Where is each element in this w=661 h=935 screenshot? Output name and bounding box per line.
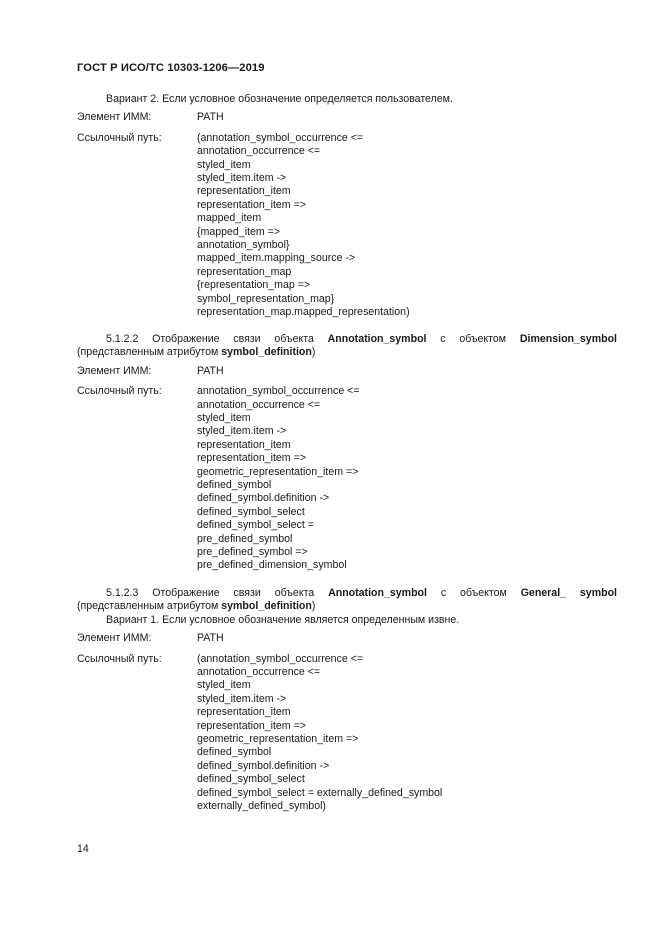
- path-line: representation_map: [197, 265, 292, 278]
- paragraph-5-1-2-2: [77, 333, 617, 360]
- path-label: Ссылочный путь:: [77, 131, 162, 144]
- path-line: annotation_occurrence <=: [197, 666, 321, 679]
- section-5-1-2-3: [77, 587, 617, 813]
- path-line: {mapped_item =>: [197, 225, 281, 238]
- path-line: styled_item.item ->: [197, 425, 287, 438]
- path-lines: [197, 132, 410, 319]
- path-line: mapped_item.mapping_source ->: [197, 252, 356, 265]
- path-line: representation_item =>: [197, 452, 306, 465]
- path-line: styled_item: [197, 158, 251, 171]
- para-text: (представленным атрибутом: [77, 346, 222, 359]
- path-line: representation_item: [197, 438, 291, 451]
- path-line: styled_item: [197, 679, 251, 692]
- paragraph-variant-1: Вариант 1. Если условное обозначение является определенным извне.: [106, 613, 460, 626]
- path-line: {representation_map =>: [197, 279, 311, 292]
- path-line: styled_item: [197, 412, 251, 424]
- path-line: defined_symbol.definition ->: [197, 492, 330, 505]
- path-label: Ссылочный путь:: [77, 652, 162, 665]
- paragraph-variant-2: Вариант 2. Если условное обозначение определяется пользователем.: [106, 93, 453, 105]
- page-number: 14: [77, 843, 89, 855]
- path-line: annotation_symbol}: [197, 238, 290, 251]
- path-lines: [197, 653, 442, 814]
- element-label: Элемент ИММ:: [77, 632, 152, 645]
- para-text: 5.1.2.2 Отображение связи объекта: [106, 333, 328, 345]
- para-text: 5.1.2.3 Отображение связи объекта: [106, 587, 329, 599]
- path-line: defined_symbol_select: [197, 773, 305, 786]
- para-text: ): [311, 346, 316, 359]
- path-line: mapped_item: [197, 212, 262, 225]
- path-line: (annotation_symbol_occurrence <=: [197, 652, 364, 665]
- path-lines: [197, 385, 360, 572]
- path-line: geometric_representation_item =>: [197, 732, 359, 745]
- section-variant-2: [77, 93, 617, 319]
- paragraph-5-1-2-3: [77, 587, 617, 614]
- path-line: defined_symbol: [197, 478, 272, 491]
- entity-name: Dimension_symbol: [519, 333, 617, 345]
- path-label: Ссылочный путь:: [77, 385, 162, 398]
- reference-path: [77, 385, 617, 572]
- element-value: PATH: [197, 364, 224, 377]
- path-line: geometric_representation_item =>: [197, 465, 359, 478]
- element-value: PATH: [197, 632, 224, 645]
- path-line: annotation_symbol_occurrence <=: [197, 385, 360, 398]
- para-text: с объектом: [426, 587, 521, 599]
- path-line: (annotation_symbol_occurrence <=: [197, 131, 364, 144]
- path-line: defined_symbol.definition ->: [197, 759, 330, 772]
- section-5-1-2-2: [77, 333, 617, 573]
- path-line: representation_item: [197, 185, 291, 198]
- path-line: defined_symbol_select = externally_defined_symbol: [197, 786, 443, 799]
- element-row: [77, 111, 617, 124]
- reference-path: [77, 132, 617, 319]
- path-line: styled_item.item ->: [197, 171, 287, 184]
- path-line: pre_defined_symbol =>: [197, 545, 308, 558]
- path-line: annotation_occurrence <=: [197, 398, 321, 411]
- para-text: (представленным атрибутом: [77, 600, 222, 613]
- path-line: defined_symbol_select =: [197, 519, 314, 532]
- reference-path: [77, 653, 617, 814]
- entity-name: General_ symbol: [520, 587, 617, 599]
- entity-name: Annotation_symbol: [327, 333, 427, 345]
- path-line: representation_item =>: [197, 198, 306, 211]
- path-line: externally_defined_symbol): [197, 799, 326, 812]
- element-row: [77, 632, 617, 645]
- path-line: representation_item: [197, 706, 291, 719]
- attribute-name: symbol_definition: [221, 346, 312, 359]
- path-line: symbol_representation_map}: [197, 292, 335, 305]
- element-row: [77, 365, 617, 378]
- entity-name: Annotation_symbol: [328, 587, 427, 599]
- path-line: representation_item =>: [197, 719, 306, 732]
- path-line: styled_item.item ->: [197, 692, 287, 705]
- element-label: Элемент ИММ:: [77, 111, 152, 124]
- element-label: Элемент ИММ:: [77, 364, 152, 377]
- path-line: representation_map.mapped_representation): [197, 305, 410, 318]
- attribute-name: symbol_definition: [221, 600, 312, 613]
- path-line: annotation_occurrence <=: [197, 145, 321, 158]
- path-line: defined_symbol_select: [197, 505, 305, 518]
- element-value: PATH: [197, 111, 224, 124]
- para-text: ): [311, 600, 316, 613]
- para-text: с объектом: [426, 333, 520, 345]
- path-line: defined_symbol: [197, 746, 272, 759]
- path-line: pre_defined_symbol: [197, 532, 293, 545]
- document-header: ГОСТ Р ИСО/ТС 10303-1206—2019: [77, 62, 265, 74]
- path-line: pre_defined_dimension_symbol: [197, 559, 347, 572]
